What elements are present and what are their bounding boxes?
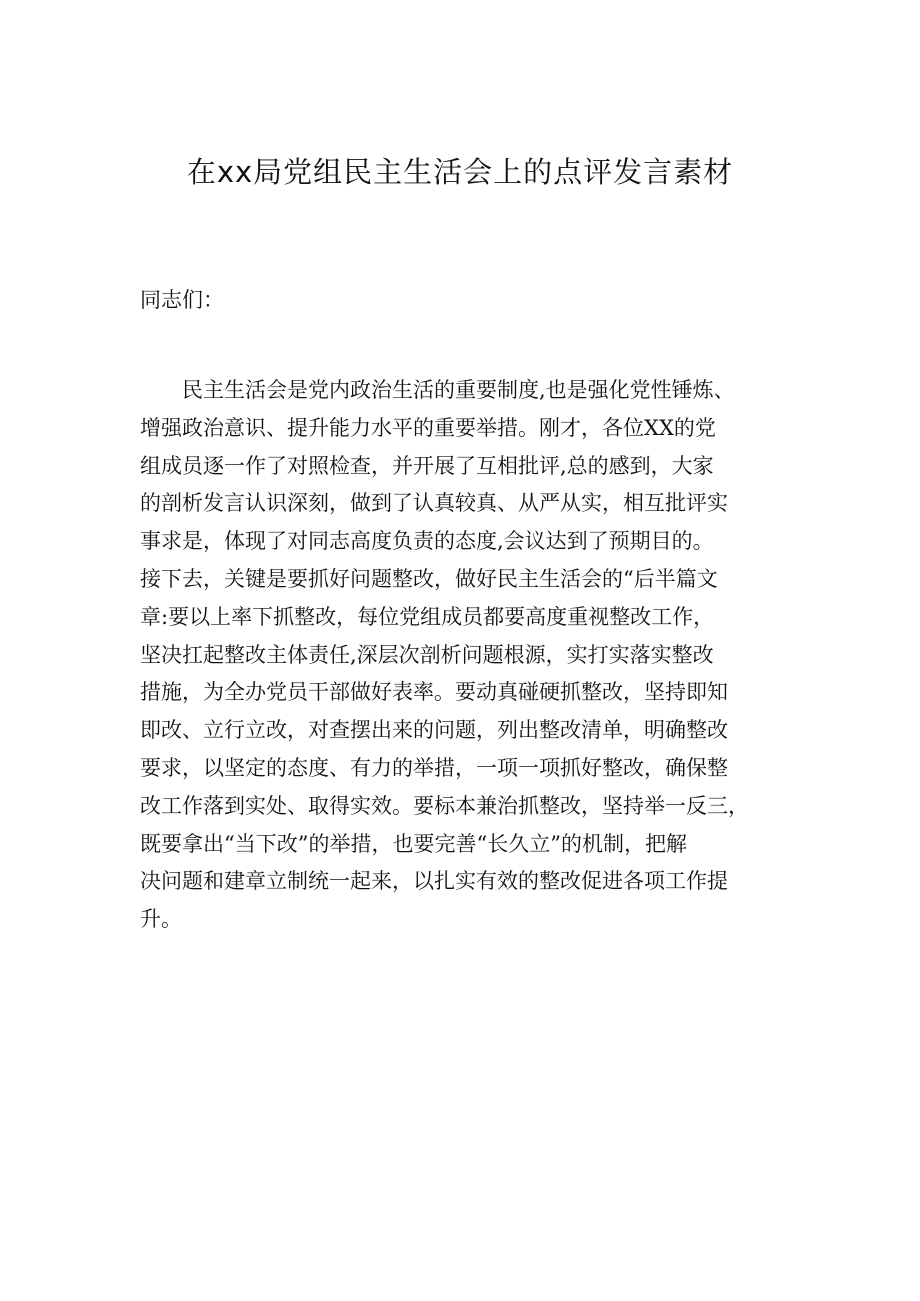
paragraph-line: 章:要以上率下抓整改，每位党组成员都要高度重视整改工作， [140, 604, 715, 629]
body-paragraph [140, 372, 800, 939]
paragraph-line: 措施，为全办党员干部做好表率。要动真碰硬抓整改，坚持即知 [140, 680, 728, 705]
paragraph-line: 民主生活会是党内政治生活的重要制度,也是强化党性锤炼、 [182, 378, 735, 402]
paragraph-line: 改工作落到实处、取得实效。要标本兼治抓整改，坚持举一反三， [140, 793, 749, 818]
paragraph-line: 要求，以坚定的态度、有力的举措，一项一项抓好整改，确保整 [140, 755, 728, 780]
paragraph-line: 决问题和建章立制统一起来，以扎实有效的整改促进各项工作提 [140, 869, 728, 894]
paragraph-line: 坚决扛起整改主体责任,深层次剖析问题根源，实打实落实整改 [140, 642, 714, 667]
paragraph-line: 即改、立行立改，对查摆出来的问题，列出整改清单，明确整改 [140, 718, 728, 743]
paragraph-line: 升。 [140, 907, 182, 932]
paragraph-line: 接下去，关键是要抓好问题整改，做好民主生活会的“后半篇文 [140, 566, 718, 591]
document-title: 在xx局党组民主生活会上的点评发言素材 [186, 155, 734, 189]
paragraph-line: 既要拿出“当下改”的举措，也要完善“长久立”的机制，把解 [140, 831, 687, 856]
salutation: 同志们： [140, 288, 224, 312]
paragraph-line: 的剖析发言认识深刻，做到了认真较真、从严从实，相互批评实 [140, 491, 728, 516]
paragraph-line: 事求是，体现了对同志高度负责的态度,会议达到了预期目的。 [140, 529, 714, 554]
paragraph-line: 组成员逐一作了对照检查，并开展了互相批评,总的感到，大家 [140, 453, 714, 478]
paragraph-line: 增强政治意识、提升能力水平的重要举措。刚才，各位XX的党 [140, 415, 716, 440]
